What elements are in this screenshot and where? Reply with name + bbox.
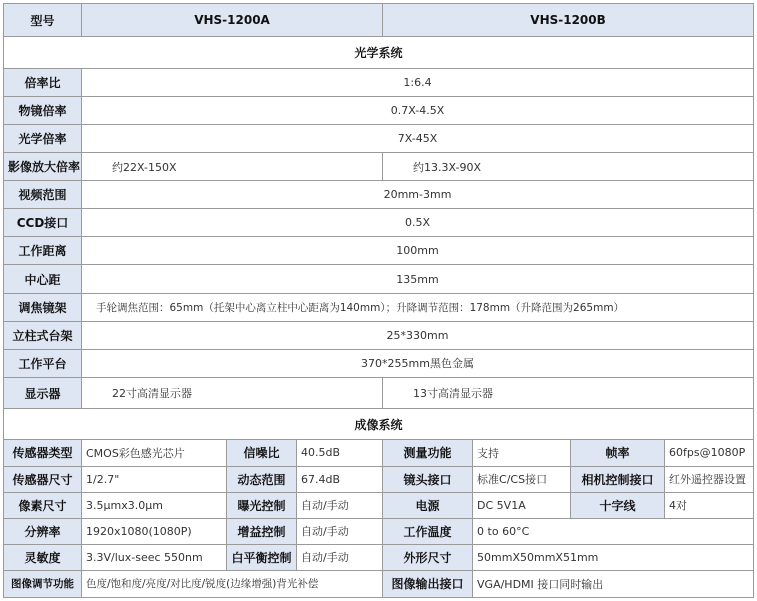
spec-label: 倍率比	[4, 68, 82, 96]
spec-label: 中心距	[4, 265, 82, 293]
spec-value: 支持	[473, 440, 571, 466]
spec-label: 灵敏度	[4, 544, 82, 570]
spec-label: 帧率	[571, 440, 665, 466]
spec-label: 图像输出接口	[383, 570, 473, 597]
spec-label: 调焦镜架	[4, 293, 82, 321]
model-a-heading: VHS-1200A	[82, 4, 383, 37]
spec-label: 工作温度	[383, 518, 473, 544]
spec-value: 自动/手动	[297, 518, 383, 544]
spec-label: 电源	[383, 492, 473, 518]
spec-value: CMOS彩色感光芯片	[82, 440, 227, 466]
spec-value: 67.4dB	[297, 466, 383, 492]
spec-value: 40.5dB	[297, 440, 383, 466]
spec-value: 3.3V/lux-seec 550nm	[82, 544, 227, 570]
optical-section-title: 光学系统	[4, 37, 754, 68]
spec-label: 传感器类型	[4, 440, 82, 466]
imaging-row	[4, 440, 754, 466]
spec-row	[4, 96, 754, 124]
spec-value: 手轮调焦范围：65mm（托架中心离立柱中心距离为140mm）；升降调节范围：178mm（升降范围为265mm）	[82, 293, 754, 321]
spec-label: 镜头接口	[383, 466, 473, 492]
spec-value-b: 约13.3X-90X	[383, 152, 754, 180]
spec-row	[4, 349, 754, 377]
spec-row	[4, 152, 754, 180]
spec-row	[4, 237, 754, 265]
spec-label: 传感器尺寸	[4, 466, 82, 492]
spec-label: 外形尺寸	[383, 544, 473, 570]
spec-value: 25*330mm	[82, 321, 754, 349]
spec-label: 视频范围	[4, 181, 82, 209]
spec-value: 自动/手动	[297, 544, 383, 570]
spec-row	[4, 124, 754, 152]
spec-value: 1920x1080(1080P)	[82, 518, 227, 544]
spec-value: 1:6.4	[82, 68, 754, 96]
spec-value: 0.7X-4.5X	[82, 96, 754, 124]
spec-value: 4对	[665, 492, 754, 518]
spec-value-b: 13寸高清显示器	[383, 377, 754, 408]
spec-label: 曝光控制	[227, 492, 297, 518]
spec-value: 7X-45X	[82, 124, 754, 152]
spec-label: 工作距离	[4, 237, 82, 265]
imaging-row	[4, 466, 754, 492]
optical-section-row	[4, 37, 754, 68]
header-row	[4, 4, 754, 37]
imaging-section-title: 成像系统	[4, 409, 754, 440]
spec-row	[4, 321, 754, 349]
spec-row	[4, 209, 754, 237]
spec-label: 十字线	[571, 492, 665, 518]
spec-label: 光学倍率	[4, 124, 82, 152]
spec-value: 自动/手动	[297, 492, 383, 518]
spec-label: 测量功能	[383, 440, 473, 466]
model-b-heading: VHS-1200B	[383, 4, 754, 37]
spec-label: CCD接口	[4, 209, 82, 237]
spec-value: DC 5V1A	[473, 492, 571, 518]
imaging-row	[4, 570, 754, 597]
spec-label: 像素尺寸	[4, 492, 82, 518]
spec-value: 0 to 60°C	[473, 518, 754, 544]
spec-value: 标准C/CS接口	[473, 466, 571, 492]
spec-row	[4, 181, 754, 209]
spec-label: 白平衡控制	[227, 544, 297, 570]
spec-label: 物镜倍率	[4, 96, 82, 124]
imaging-section-row	[4, 409, 754, 440]
spec-value: 3.5μmx3.0μm	[82, 492, 227, 518]
spec-value: 135mm	[82, 265, 754, 293]
spec-row	[4, 68, 754, 96]
spec-label: 工作平台	[4, 349, 82, 377]
spec-value: 0.5X	[82, 209, 754, 237]
spec-value: 370*255mm黑色金属	[82, 349, 754, 377]
spec-value: 20mm-3mm	[82, 181, 754, 209]
spec-value: 红外遥控器设置	[665, 466, 754, 492]
spec-row	[4, 377, 754, 408]
spec-label: 动态范围	[227, 466, 297, 492]
spec-value: 100mm	[82, 237, 754, 265]
imaging-row	[4, 544, 754, 570]
spec-value: VGA/HDMI 接口同时输出	[473, 570, 754, 597]
spec-label: 增益控制	[227, 518, 297, 544]
spec-value: 60fps@1080P	[665, 440, 754, 466]
spec-row	[4, 293, 754, 321]
spec-label: 图像调节功能	[4, 570, 82, 597]
spec-value: 50mmX50mmX51mm	[473, 544, 754, 570]
imaging-row	[4, 518, 754, 544]
spec-row	[4, 265, 754, 293]
header-label: 型号	[4, 4, 82, 37]
spec-value: 1/2.7"	[82, 466, 227, 492]
spec-value-a: 22寸高清显示器	[82, 377, 383, 408]
imaging-row	[4, 492, 754, 518]
spec-label: 立柱式台架	[4, 321, 82, 349]
spec-label: 分辨率	[4, 518, 82, 544]
spec-label: 相机控制接口	[571, 466, 665, 492]
spec-label: 影像放大倍率	[4, 152, 82, 180]
spec-label: 信噪比	[227, 440, 297, 466]
spec-value-a: 约22X-150X	[82, 152, 383, 180]
spec-table	[3, 3, 754, 598]
spec-value: 色度/饱和度/亮度/对比度/锐度(边缘增强)背光补偿	[82, 570, 383, 597]
spec-label: 显示器	[4, 377, 82, 408]
